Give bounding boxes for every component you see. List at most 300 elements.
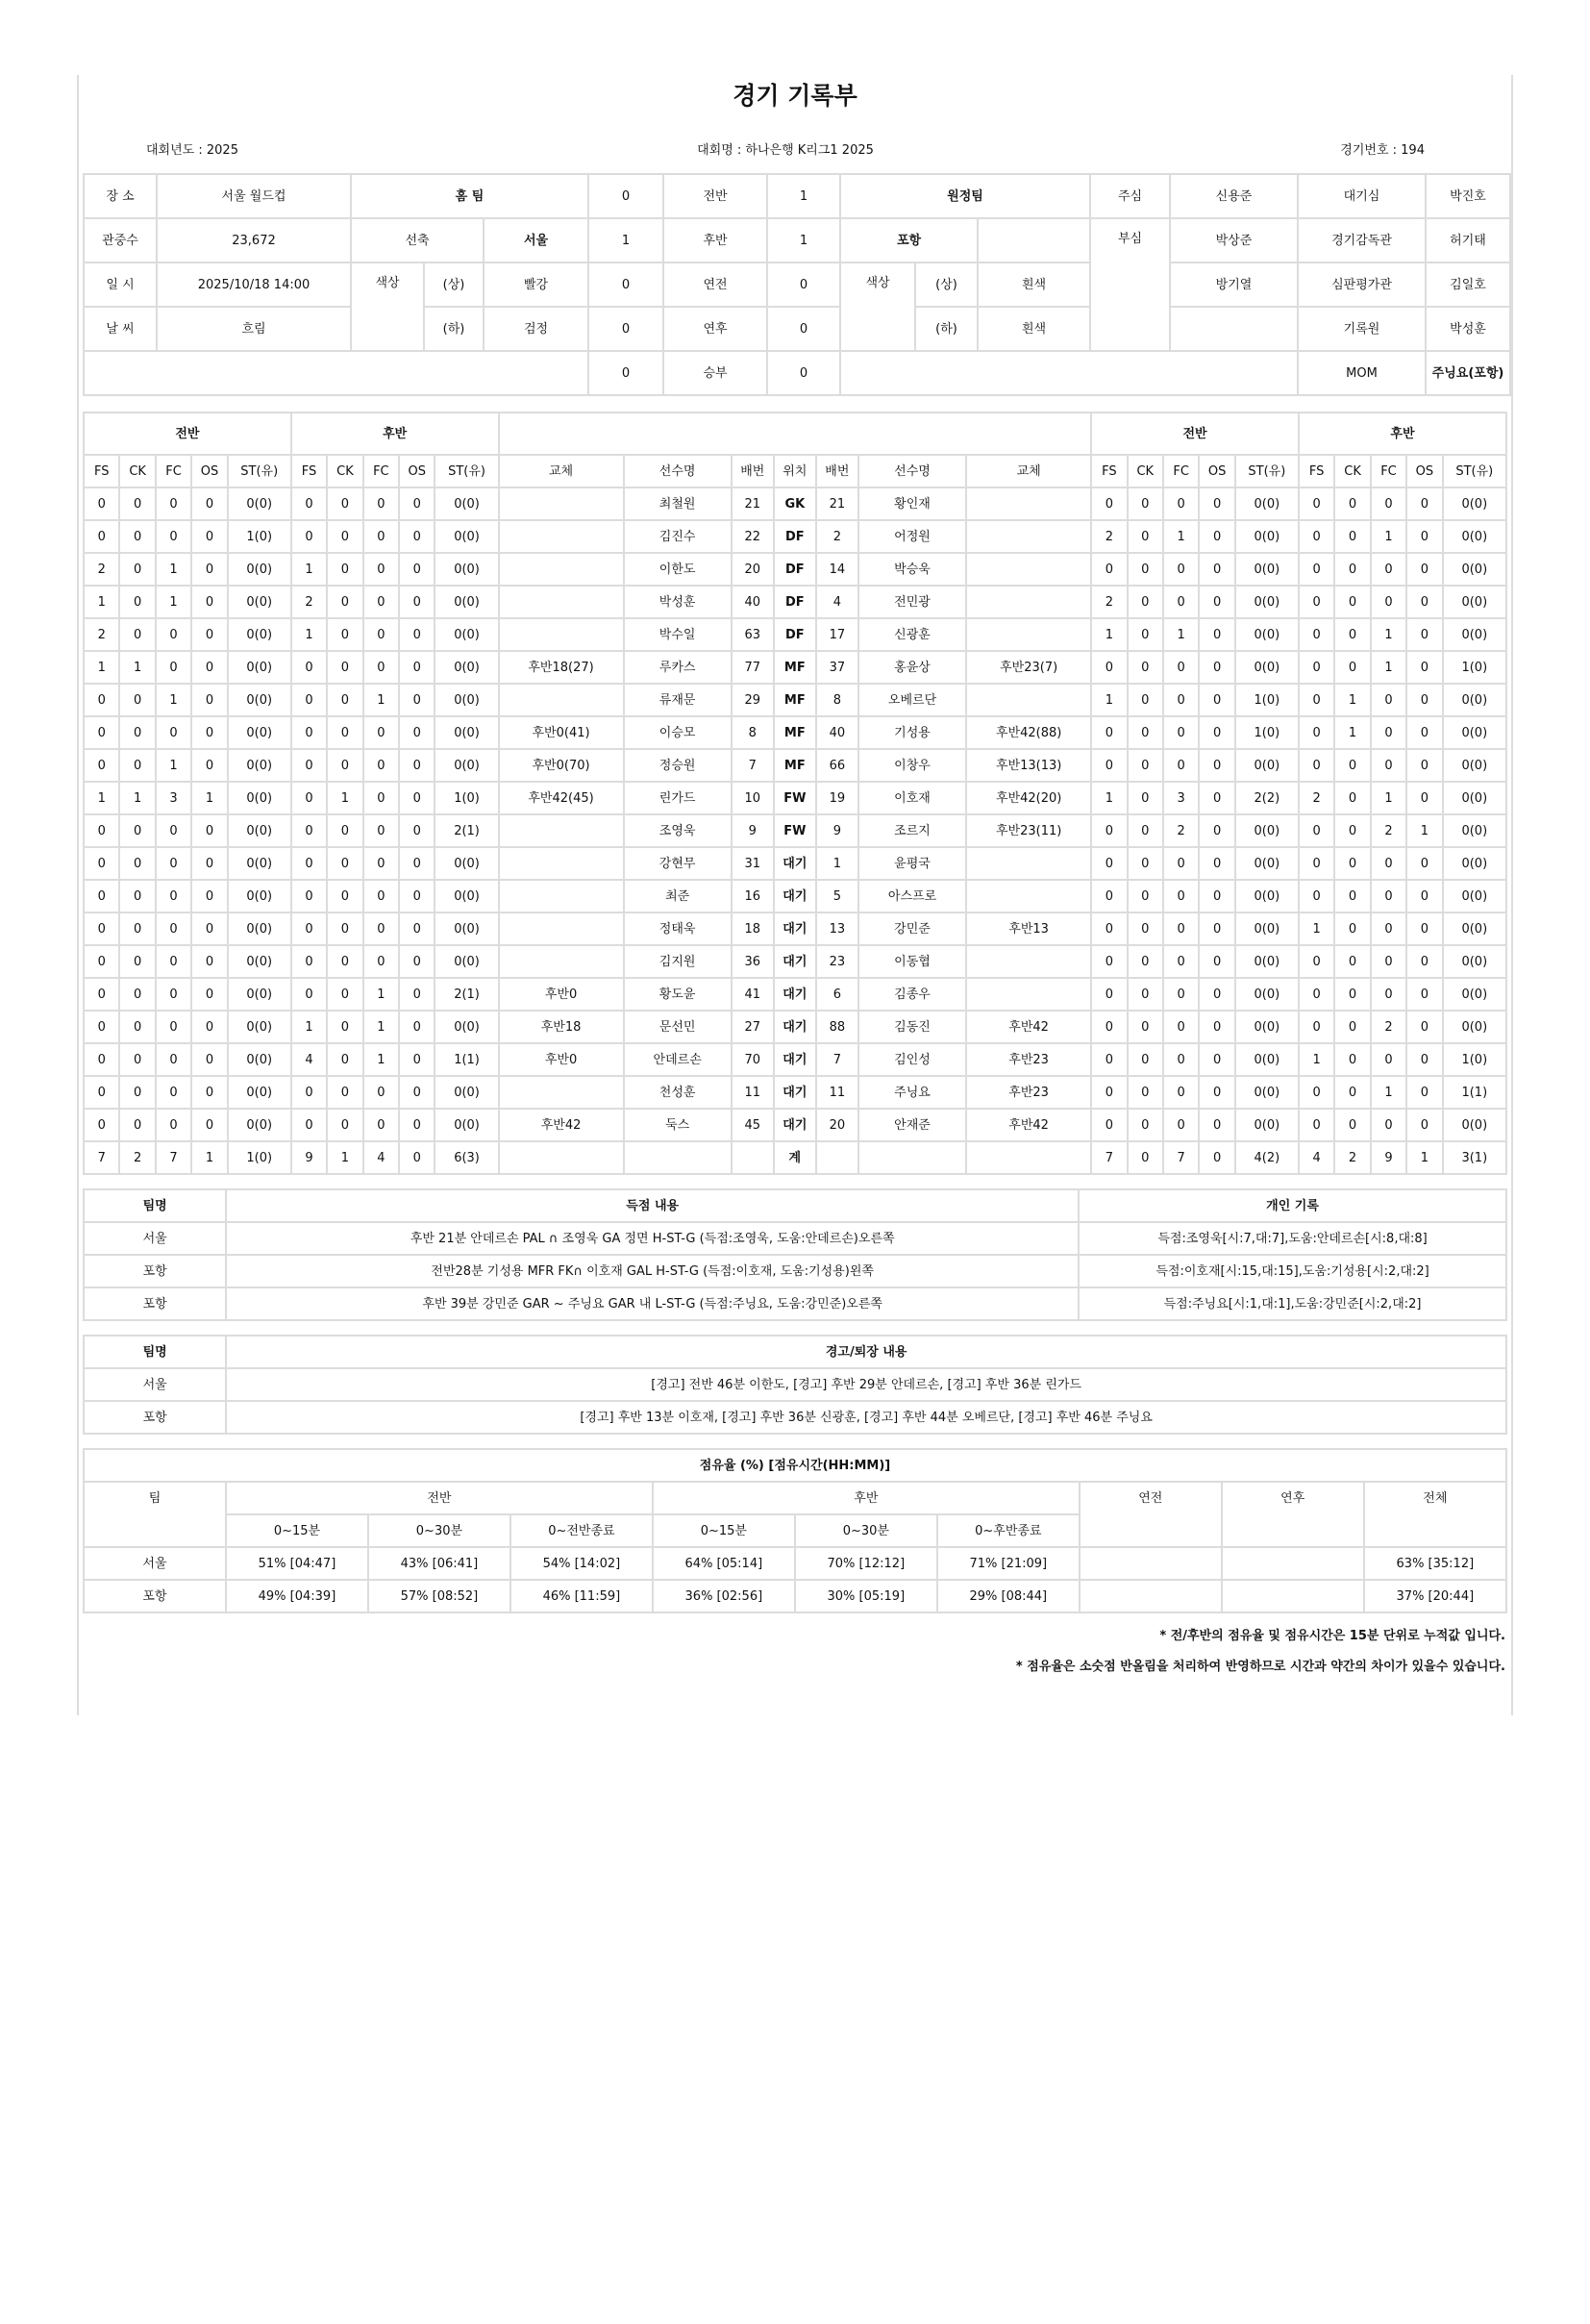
recorder-label: 기록원 bbox=[1298, 307, 1426, 351]
player-row bbox=[84, 912, 1506, 945]
away-substitution bbox=[966, 880, 1091, 912]
away-player-name: 아스프로 bbox=[858, 880, 966, 912]
score-away-1h: 1 bbox=[767, 174, 840, 218]
home-stat-cell: 0 bbox=[156, 912, 191, 945]
home-stat-cell: 0 bbox=[399, 716, 435, 749]
away-stat-cell: 0 bbox=[1334, 880, 1370, 912]
away-stat-cell: 0(0) bbox=[1443, 586, 1506, 618]
home-stat-cell: 1 bbox=[156, 749, 191, 782]
home-stat-cell: 0 bbox=[84, 487, 119, 520]
away-substitution bbox=[966, 978, 1091, 1011]
away-total-cell: 7 bbox=[1163, 1141, 1199, 1174]
home-stat-cell: 0(0) bbox=[435, 684, 498, 716]
away-stat-cell: 1 bbox=[1406, 814, 1442, 847]
mom-label: MOM bbox=[1298, 351, 1426, 395]
goal-content: 전반28분 기성용 MFR FK∩ 이호재 GAL H-ST-G (득점:이호재, 도움:기성용)왼쪽 bbox=[226, 1255, 1079, 1287]
possession-value: 43% [06:41] bbox=[368, 1547, 510, 1580]
away-player-number: 19 bbox=[816, 782, 858, 814]
score-away-et2: 0 bbox=[767, 307, 840, 351]
away-stat-cell: 0(0) bbox=[1235, 520, 1299, 553]
away-stat-cell: 0 bbox=[1371, 1109, 1406, 1141]
player-position: FW bbox=[774, 814, 816, 847]
home-stat-cell: 0 bbox=[191, 749, 227, 782]
away-player-number: 2 bbox=[816, 520, 858, 553]
away-stat-cell: 1 bbox=[1091, 684, 1127, 716]
away-stat-cell: 0 bbox=[1199, 520, 1234, 553]
away-stat-cell: 2 bbox=[1091, 586, 1127, 618]
possession-value bbox=[1222, 1547, 1364, 1580]
referee-value: 신용준 bbox=[1170, 174, 1298, 218]
away-stat-cell: 0 bbox=[1334, 553, 1370, 586]
away-total-cell: 9 bbox=[1371, 1141, 1406, 1174]
possession-et2-header: 연후 bbox=[1222, 1482, 1364, 1547]
away-stat-cell: 0 bbox=[1406, 782, 1442, 814]
possession-row bbox=[84, 1547, 1506, 1580]
home-stat-cell: 0 bbox=[156, 814, 191, 847]
home-stat-cell: 0(0) bbox=[228, 618, 291, 651]
away-stat-cell: 0 bbox=[1406, 880, 1442, 912]
goals-team-header: 팀명 bbox=[84, 1189, 226, 1222]
home-stat-cell: 0(0) bbox=[228, 880, 291, 912]
away-stat-cell: 0(0) bbox=[1235, 945, 1299, 978]
home-player-name: 루카스 bbox=[624, 651, 732, 684]
home-stat-cell: 0 bbox=[191, 1011, 227, 1043]
home-stat-cell: 0 bbox=[119, 586, 155, 618]
home-name-header: 선수명 bbox=[624, 455, 732, 487]
away-stat-cell: 0(0) bbox=[1443, 1109, 1506, 1141]
away-stat-cell: 0 bbox=[1299, 487, 1334, 520]
home-stat-cell: 1 bbox=[327, 782, 362, 814]
away-stat-cell: 0(0) bbox=[1235, 487, 1299, 520]
away-stat-cell: 1(1) bbox=[1443, 1076, 1506, 1109]
possession-team: 포항 bbox=[84, 1580, 226, 1612]
away-stat-cell: 0 bbox=[1128, 847, 1163, 880]
away-player-number: 13 bbox=[816, 912, 858, 945]
away-first-half-header: 전반 bbox=[1091, 412, 1299, 455]
score-home-et1: 0 bbox=[588, 262, 663, 307]
home-stat-cell: 0 bbox=[119, 1076, 155, 1109]
home-stat-cell: 1 bbox=[363, 684, 399, 716]
away-player-number: 7 bbox=[816, 1043, 858, 1076]
home-stat-cell: 0 bbox=[156, 1011, 191, 1043]
away-stat-cell: 0 bbox=[1199, 1011, 1234, 1043]
away-stat-cell: 0(0) bbox=[1443, 782, 1506, 814]
away-stat-cell: 0 bbox=[1199, 716, 1234, 749]
home-stat-cell: 0 bbox=[399, 880, 435, 912]
card-team: 서울 bbox=[84, 1368, 226, 1401]
away-stat-cell: 0 bbox=[1199, 880, 1234, 912]
home-stat-cell: 0 bbox=[399, 1043, 435, 1076]
away-stat-cell: 0 bbox=[1128, 684, 1163, 716]
goals-table bbox=[83, 1188, 1507, 1321]
away-player-name: 조르지 bbox=[858, 814, 966, 847]
away-stat-cell: 0 bbox=[1406, 716, 1442, 749]
cards-content-header: 경고/퇴장 내용 bbox=[226, 1336, 1506, 1368]
away-stat-cell: 0(0) bbox=[1443, 553, 1506, 586]
away-stat-cell: 0(0) bbox=[1443, 847, 1506, 880]
away-stat-cell: 2 bbox=[1163, 814, 1199, 847]
possession-value bbox=[1222, 1580, 1364, 1612]
goals-content-header: 득점 내용 bbox=[226, 1189, 1079, 1222]
away-stat-cell: 0 bbox=[1199, 684, 1234, 716]
possession-value: 37% [20:44] bbox=[1364, 1580, 1506, 1612]
away-stat-cell: 0 bbox=[1163, 684, 1199, 716]
home-total-cell: 1(0) bbox=[228, 1141, 291, 1174]
home-player-name: 이승모 bbox=[624, 716, 732, 749]
home-stat-cell: 0 bbox=[84, 847, 119, 880]
possession-value: 70% [12:12] bbox=[795, 1547, 937, 1580]
away-stat-cell: 0 bbox=[1334, 618, 1370, 651]
meta-row bbox=[83, 131, 1507, 165]
away-stat-cell: 0 bbox=[1163, 1109, 1199, 1141]
home-substitution bbox=[499, 487, 624, 520]
away-substitution bbox=[966, 586, 1091, 618]
away-stat-cell: 2(2) bbox=[1235, 782, 1299, 814]
away-stat-cell: 0(0) bbox=[1235, 553, 1299, 586]
away-lower-label: (하) bbox=[915, 307, 978, 351]
home-total-cell: 2 bbox=[119, 1141, 155, 1174]
away-stat-cell: 0(0) bbox=[1443, 749, 1506, 782]
home-substitution: 후반0(70) bbox=[499, 749, 624, 782]
home-stat-cell: 0(0) bbox=[435, 1011, 498, 1043]
home-stat-cell: 0 bbox=[399, 814, 435, 847]
score-home-1h: 0 bbox=[588, 174, 663, 218]
column-header-row bbox=[84, 455, 1506, 487]
away-stat-cell: 0 bbox=[1163, 847, 1199, 880]
home-player-name: 박수일 bbox=[624, 618, 732, 651]
home-stat-cell: 0 bbox=[327, 945, 362, 978]
away-stat-cell: 0 bbox=[1406, 684, 1442, 716]
player-row bbox=[84, 1076, 1506, 1109]
away-stat-cell: 0 bbox=[1334, 487, 1370, 520]
home-team-label: 홈 팀 bbox=[351, 174, 588, 218]
away-stat-cell: 2 bbox=[1299, 782, 1334, 814]
empty-cell bbox=[732, 1141, 774, 1174]
player-row bbox=[84, 618, 1506, 651]
total-label: 계 bbox=[774, 1141, 816, 1174]
away-stat-cell: 1 bbox=[1371, 618, 1406, 651]
empty-cell bbox=[858, 1141, 966, 1174]
away-stat-cell: 0 bbox=[1091, 553, 1127, 586]
away-sub-header: 교체 bbox=[966, 455, 1091, 487]
away-stat-cell: 0 bbox=[1406, 1076, 1442, 1109]
home-player-name: 정태욱 bbox=[624, 912, 732, 945]
weather-label: 날 씨 bbox=[84, 307, 157, 351]
away-upper-label: (상) bbox=[915, 262, 978, 307]
away-stat-cell: 1 bbox=[1334, 684, 1370, 716]
away-stat-cell: 0 bbox=[1299, 1109, 1334, 1141]
home-stat-cell: 0 bbox=[291, 782, 327, 814]
home-stat-cell: 2 bbox=[84, 553, 119, 586]
away-stat-cell: 0 bbox=[1334, 945, 1370, 978]
away-substitution: 후반23(7) bbox=[966, 651, 1091, 684]
away-substitution: 후반23 bbox=[966, 1076, 1091, 1109]
home-stat-cell: 0(0) bbox=[435, 618, 498, 651]
home-stat-cell: 1(0) bbox=[435, 782, 498, 814]
away-stat-cell: 0 bbox=[1406, 1109, 1442, 1141]
away-stat-cell: 0 bbox=[1406, 1011, 1442, 1043]
home-stat-cell: 0 bbox=[327, 749, 362, 782]
away-substitution bbox=[966, 520, 1091, 553]
home-stat-cell: 0 bbox=[119, 1011, 155, 1043]
away-player-number: 40 bbox=[816, 716, 858, 749]
away-player-number: 9 bbox=[816, 814, 858, 847]
supervisor-value: 허기태 bbox=[1426, 218, 1510, 262]
period-label-2h: 후반 bbox=[663, 218, 767, 262]
away-stat-cell: 0 bbox=[1299, 553, 1334, 586]
player-row bbox=[84, 520, 1506, 553]
home-player-name: 천성훈 bbox=[624, 1076, 732, 1109]
home-stat-cell: 0 bbox=[156, 618, 191, 651]
away-stat-cell: 0 bbox=[1128, 651, 1163, 684]
home-upper-color: 빨강 bbox=[484, 262, 588, 307]
home-stat-cell: 0 bbox=[327, 651, 362, 684]
home-stat-cell: 0 bbox=[363, 1076, 399, 1109]
player-row bbox=[84, 651, 1506, 684]
possession-value: 71% [21:09] bbox=[937, 1547, 1080, 1580]
home-stat-cell: 2(1) bbox=[435, 978, 498, 1011]
empty-cell bbox=[816, 1141, 858, 1174]
player-position: DF bbox=[774, 586, 816, 618]
away-stat-cell: 0(0) bbox=[1235, 586, 1299, 618]
away-player-number: 11 bbox=[816, 1076, 858, 1109]
away-player-name: 김인성 bbox=[858, 1043, 966, 1076]
home-stat-cell: 0 bbox=[84, 1109, 119, 1141]
home-player-number: 29 bbox=[732, 684, 774, 716]
home-stat-cell: 0 bbox=[399, 978, 435, 1011]
home-player-number: 40 bbox=[732, 586, 774, 618]
away-stat-cell: 1 bbox=[1371, 520, 1406, 553]
home-stat-cell: 0 bbox=[327, 586, 362, 618]
away-player-number: 23 bbox=[816, 945, 858, 978]
home-stat-cell: 0 bbox=[191, 978, 227, 1011]
home-stat-cell: 0 bbox=[327, 912, 362, 945]
away-stat-cell: 0 bbox=[1371, 716, 1406, 749]
player-row bbox=[84, 880, 1506, 912]
home-stat-header: FC bbox=[363, 455, 399, 487]
home-stat-cell: 0 bbox=[363, 880, 399, 912]
player-row bbox=[84, 487, 1506, 520]
home-stat-cell: 0 bbox=[363, 1109, 399, 1141]
home-total-cell: 9 bbox=[291, 1141, 327, 1174]
away-stat-cell: 0 bbox=[1128, 1011, 1163, 1043]
home-stat-header: ST(유) bbox=[228, 455, 291, 487]
away-stat-cell: 1 bbox=[1371, 782, 1406, 814]
card-team: 포항 bbox=[84, 1401, 226, 1434]
home-stat-cell: 0 bbox=[191, 1043, 227, 1076]
away-stat-cell: 0 bbox=[1128, 553, 1163, 586]
away-stat-cell: 0(0) bbox=[1235, 847, 1299, 880]
empty-cell bbox=[1170, 307, 1298, 351]
home-stat-cell: 0 bbox=[191, 912, 227, 945]
home-stat-cell: 0(0) bbox=[435, 1076, 498, 1109]
away-total-cell: 7 bbox=[1091, 1141, 1127, 1174]
home-player-name: 황도윤 bbox=[624, 978, 732, 1011]
away-stat-cell: 0(0) bbox=[1443, 618, 1506, 651]
player-position: DF bbox=[774, 553, 816, 586]
competition-year: 대회년도 : 2025 bbox=[146, 142, 238, 158]
home-stat-cell: 0 bbox=[84, 749, 119, 782]
home-player-number: 41 bbox=[732, 978, 774, 1011]
player-row bbox=[84, 553, 1506, 586]
away-stat-cell: 0 bbox=[1371, 978, 1406, 1011]
home-player-name: 박성훈 bbox=[624, 586, 732, 618]
away-stat-cell: 0 bbox=[1128, 814, 1163, 847]
away-player-name: 이호재 bbox=[858, 782, 966, 814]
home-first-half-header: 전반 bbox=[84, 412, 291, 455]
player-position: GK bbox=[774, 487, 816, 520]
score-away-et1: 0 bbox=[767, 262, 840, 307]
away-stat-cell: 0 bbox=[1163, 912, 1199, 945]
home-stat-cell: 0 bbox=[119, 487, 155, 520]
away-stat-header: ST(유) bbox=[1443, 455, 1506, 487]
footnote-2: * 점유율은 소숫점 반올림을 처리하여 반영하므로 시간과 약간의 차이가 있을수 있습니다. bbox=[1015, 1660, 1505, 1674]
home-player-number: 20 bbox=[732, 553, 774, 586]
player-row bbox=[84, 782, 1506, 814]
home-second-half-header: 후반 bbox=[291, 412, 499, 455]
away-stat-cell: 0(0) bbox=[1443, 520, 1506, 553]
home-player-number: 27 bbox=[732, 1011, 774, 1043]
away-stat-cell: 0 bbox=[1199, 912, 1234, 945]
away-substitution bbox=[966, 553, 1091, 586]
player-position: 대기 bbox=[774, 912, 816, 945]
home-total-cell: 4 bbox=[363, 1141, 399, 1174]
away-stat-cell: 1 bbox=[1163, 520, 1199, 553]
home-stat-cell: 0 bbox=[399, 586, 435, 618]
away-player-name: 홍윤상 bbox=[858, 651, 966, 684]
home-stat-cell: 1 bbox=[119, 651, 155, 684]
home-stat-cell: 0 bbox=[191, 618, 227, 651]
competition-name: 대회명 : 하나은행 K리그1 2025 bbox=[697, 142, 874, 158]
home-stat-cell: 0 bbox=[327, 520, 362, 553]
home-sub-header: 교체 bbox=[499, 455, 624, 487]
home-stat-cell: 0 bbox=[363, 487, 399, 520]
away-stat-cell: 0(0) bbox=[1235, 1043, 1299, 1076]
player-position: 대기 bbox=[774, 847, 816, 880]
home-stat-cell: 0 bbox=[399, 1109, 435, 1141]
home-stat-cell: 0 bbox=[327, 553, 362, 586]
away-stat-cell: 0 bbox=[1128, 618, 1163, 651]
card-content: [경고] 전반 46분 이한도, [경고] 후반 29분 안데르손, [경고] 후반 36분 린가드 bbox=[226, 1368, 1506, 1401]
home-stat-cell: 0 bbox=[119, 618, 155, 651]
player-position: DF bbox=[774, 618, 816, 651]
away-stat-cell: 1(0) bbox=[1443, 651, 1506, 684]
home-total-cell: 1 bbox=[327, 1141, 362, 1174]
away-player-name: 황인재 bbox=[858, 487, 966, 520]
home-stat-cell: 0(0) bbox=[228, 978, 291, 1011]
away-stat-cell: 0(0) bbox=[1443, 978, 1506, 1011]
away-stat-cell: 0 bbox=[1128, 1109, 1163, 1141]
possession-value: 36% [02:56] bbox=[653, 1580, 795, 1612]
home-stat-cell: 0 bbox=[156, 520, 191, 553]
player-row bbox=[84, 716, 1506, 749]
away-stat-cell: 0 bbox=[1406, 487, 1442, 520]
player-row bbox=[84, 684, 1506, 716]
home-stat-cell: 0 bbox=[363, 814, 399, 847]
away-stat-cell: 0 bbox=[1128, 749, 1163, 782]
away-stat-cell: 0 bbox=[1299, 749, 1334, 782]
empty-cell bbox=[966, 1141, 1091, 1174]
player-row bbox=[84, 586, 1506, 618]
home-stat-cell: 0 bbox=[84, 945, 119, 978]
away-stat-cell: 0(0) bbox=[1443, 880, 1506, 912]
possession-value: 63% [35:12] bbox=[1364, 1547, 1506, 1580]
away-player-number: 6 bbox=[816, 978, 858, 1011]
home-player-name: 최철원 bbox=[624, 487, 732, 520]
home-stat-cell: 0 bbox=[119, 716, 155, 749]
home-stat-cell: 0 bbox=[399, 1011, 435, 1043]
away-stat-cell: 0 bbox=[1199, 586, 1234, 618]
home-stat-cell: 0(0) bbox=[228, 782, 291, 814]
away-player-number: 21 bbox=[816, 487, 858, 520]
possession-value: 46% [11:59] bbox=[510, 1580, 653, 1612]
away-stat-cell: 1 bbox=[1091, 618, 1127, 651]
away-stat-cell: 0(0) bbox=[1235, 978, 1299, 1011]
away-stat-cell: 0 bbox=[1091, 880, 1127, 912]
away-stat-cell: 0 bbox=[1128, 487, 1163, 520]
home-stat-cell: 0 bbox=[399, 684, 435, 716]
home-stat-cell: 0(0) bbox=[228, 1109, 291, 1141]
home-stat-cell: 0(0) bbox=[228, 684, 291, 716]
away-color-label: 색상 bbox=[840, 262, 915, 351]
away-stat-cell: 0 bbox=[1163, 1043, 1199, 1076]
home-stat-cell: 0(0) bbox=[435, 651, 498, 684]
goal-row bbox=[84, 1287, 1506, 1320]
datetime-label: 일 시 bbox=[84, 262, 157, 307]
away-stat-cell: 0 bbox=[1371, 684, 1406, 716]
home-stat-cell: 1 bbox=[156, 553, 191, 586]
possession-value: 57% [08:52] bbox=[368, 1580, 510, 1612]
fourth-official-label: 대기심 bbox=[1298, 174, 1426, 218]
away-substitution: 후반42(20) bbox=[966, 782, 1091, 814]
home-stat-cell: 1(1) bbox=[435, 1043, 498, 1076]
home-number-header: 배번 bbox=[732, 455, 774, 487]
away-substitution bbox=[966, 945, 1091, 978]
away-player-name: 윤평국 bbox=[858, 847, 966, 880]
home-stat-cell: 0 bbox=[119, 912, 155, 945]
home-stat-cell: 1 bbox=[363, 978, 399, 1011]
away-player-number: 66 bbox=[816, 749, 858, 782]
home-stat-cell: 0 bbox=[327, 1109, 362, 1141]
home-stat-cell: 1 bbox=[191, 782, 227, 814]
total-row bbox=[84, 1141, 1506, 1174]
match-info-table bbox=[83, 173, 1511, 396]
home-stat-cell: 0 bbox=[156, 945, 191, 978]
home-stat-cell: 0(0) bbox=[228, 716, 291, 749]
away-stat-cell: 0 bbox=[1163, 487, 1199, 520]
away-stat-cell: 0(0) bbox=[1443, 814, 1506, 847]
home-stat-cell: 0 bbox=[327, 1043, 362, 1076]
away-stat-cell: 0 bbox=[1199, 945, 1234, 978]
home-stat-cell: 0 bbox=[84, 814, 119, 847]
away-stat-cell: 0 bbox=[1128, 716, 1163, 749]
away-stat-cell: 0 bbox=[1128, 880, 1163, 912]
empty-header bbox=[499, 412, 1092, 455]
home-player-number: 11 bbox=[732, 1076, 774, 1109]
home-stat-cell: 0 bbox=[291, 1076, 327, 1109]
home-substitution bbox=[499, 586, 624, 618]
home-stat-header: CK bbox=[119, 455, 155, 487]
away-stat-cell: 0 bbox=[1128, 978, 1163, 1011]
away-stat-header: ST(유) bbox=[1235, 455, 1299, 487]
away-stat-cell: 0 bbox=[1334, 1109, 1370, 1141]
home-total-cell: 6(3) bbox=[435, 1141, 498, 1174]
away-total-cell: 4(2) bbox=[1235, 1141, 1299, 1174]
home-stat-cell: 0 bbox=[399, 782, 435, 814]
home-stat-cell: 0 bbox=[191, 1076, 227, 1109]
possession-value bbox=[1080, 1547, 1222, 1580]
home-stat-cell: 0 bbox=[84, 1043, 119, 1076]
